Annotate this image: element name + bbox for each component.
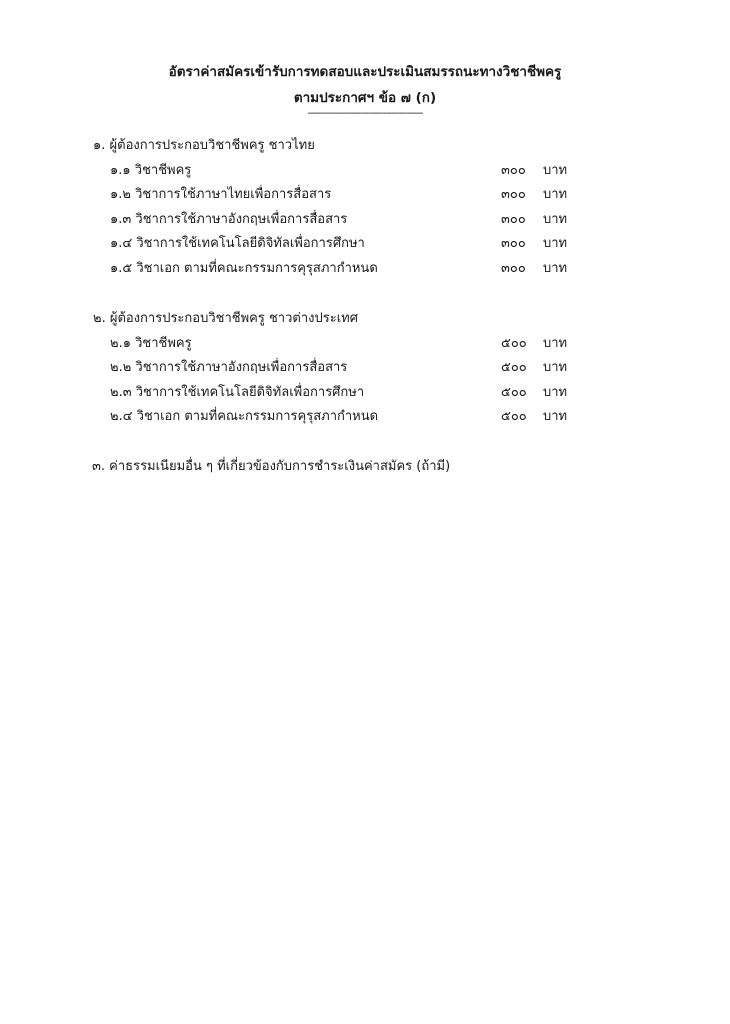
fee-unit: บาท [543, 261, 568, 276]
fee-label: ๑.๓ วิชาการใช้ภาษาอังกฤษเพื่อการสื่อสาร [110, 212, 348, 227]
fee-unit: บาท [543, 212, 568, 227]
fee-amount: ๓๐๐ [501, 261, 526, 276]
document-title-line2: ตามประกาศฯ ข้อ ๗ (ก) [293, 90, 437, 106]
fee-label: ๑.๔ วิชาการใช้เทคโนโลยีดิจิทัลเพื่อการศึกษา [110, 236, 365, 251]
fee-label: ๒.๓ วิชาการใช้เทคโนโลยีดิจิทัลเพื่อการศึกษา [110, 385, 365, 400]
section2-heading: ๒. ผู้ต้องการประกอบวิชาชีพครู ชาวต่างประเทศ [93, 311, 358, 326]
fee-amount: ๓๐๐ [501, 187, 526, 202]
fee-label: ๒.๑ วิชาชีพครู [110, 336, 192, 351]
section3-heading: ๓. ค่าธรรมเนียมอื่น ๆ ที่เกี่ยวข้องกับการชำระเงินค่าสมัคร (ถ้ามี) [92, 459, 451, 474]
fee-amount: ๕๐๐ [501, 385, 527, 400]
fee-unit: บาท [543, 385, 568, 400]
fee-label: ๑.๑ วิชาชีพครู [110, 163, 192, 178]
fee-unit: บาท [543, 360, 568, 375]
fee-amount: ๓๐๐ [501, 212, 526, 227]
fee-label: ๑.๕ วิชาเอก ตามที่คณะกรรมการคุรุสภากำหนด [110, 261, 378, 276]
fee-label: ๒.๒ วิชาการใช้ภาษาอังกฤษเพื่อการสื่อสาร [110, 360, 348, 375]
document-title-line1: อัตราค่าสมัครเข้ารับการทดสอบและประเมินสมรรถนะทางวิชาชีพครู [168, 64, 562, 80]
fee-unit: บาท [543, 409, 568, 424]
fee-amount: ๕๐๐ [501, 336, 527, 351]
fee-amount: ๕๐๐ [501, 360, 527, 375]
fee-amount: ๕๐๐ [501, 409, 527, 424]
fee-unit: บาท [543, 236, 568, 251]
fee-unit: บาท [543, 187, 568, 202]
section1-heading: ๑. ผู้ต้องการประกอบวิชาชีพครู ชาวไทย [93, 138, 315, 153]
fee-amount: ๓๐๐ [501, 236, 526, 251]
fee-label: ๑.๒ วิชาการใช้ภาษาไทยเพื่อการสื่อสาร [110, 187, 332, 202]
title-dashed-rule: -------------------------------------------- [307, 108, 423, 119]
fee-amount: ๓๐๐ [501, 163, 526, 178]
fee-label: ๒.๔ วิชาเอก ตามที่คณะกรรมการคุรุสภากำหนด [110, 409, 379, 424]
fee-unit: บาท [543, 163, 568, 178]
fee-unit: บาท [543, 336, 568, 351]
